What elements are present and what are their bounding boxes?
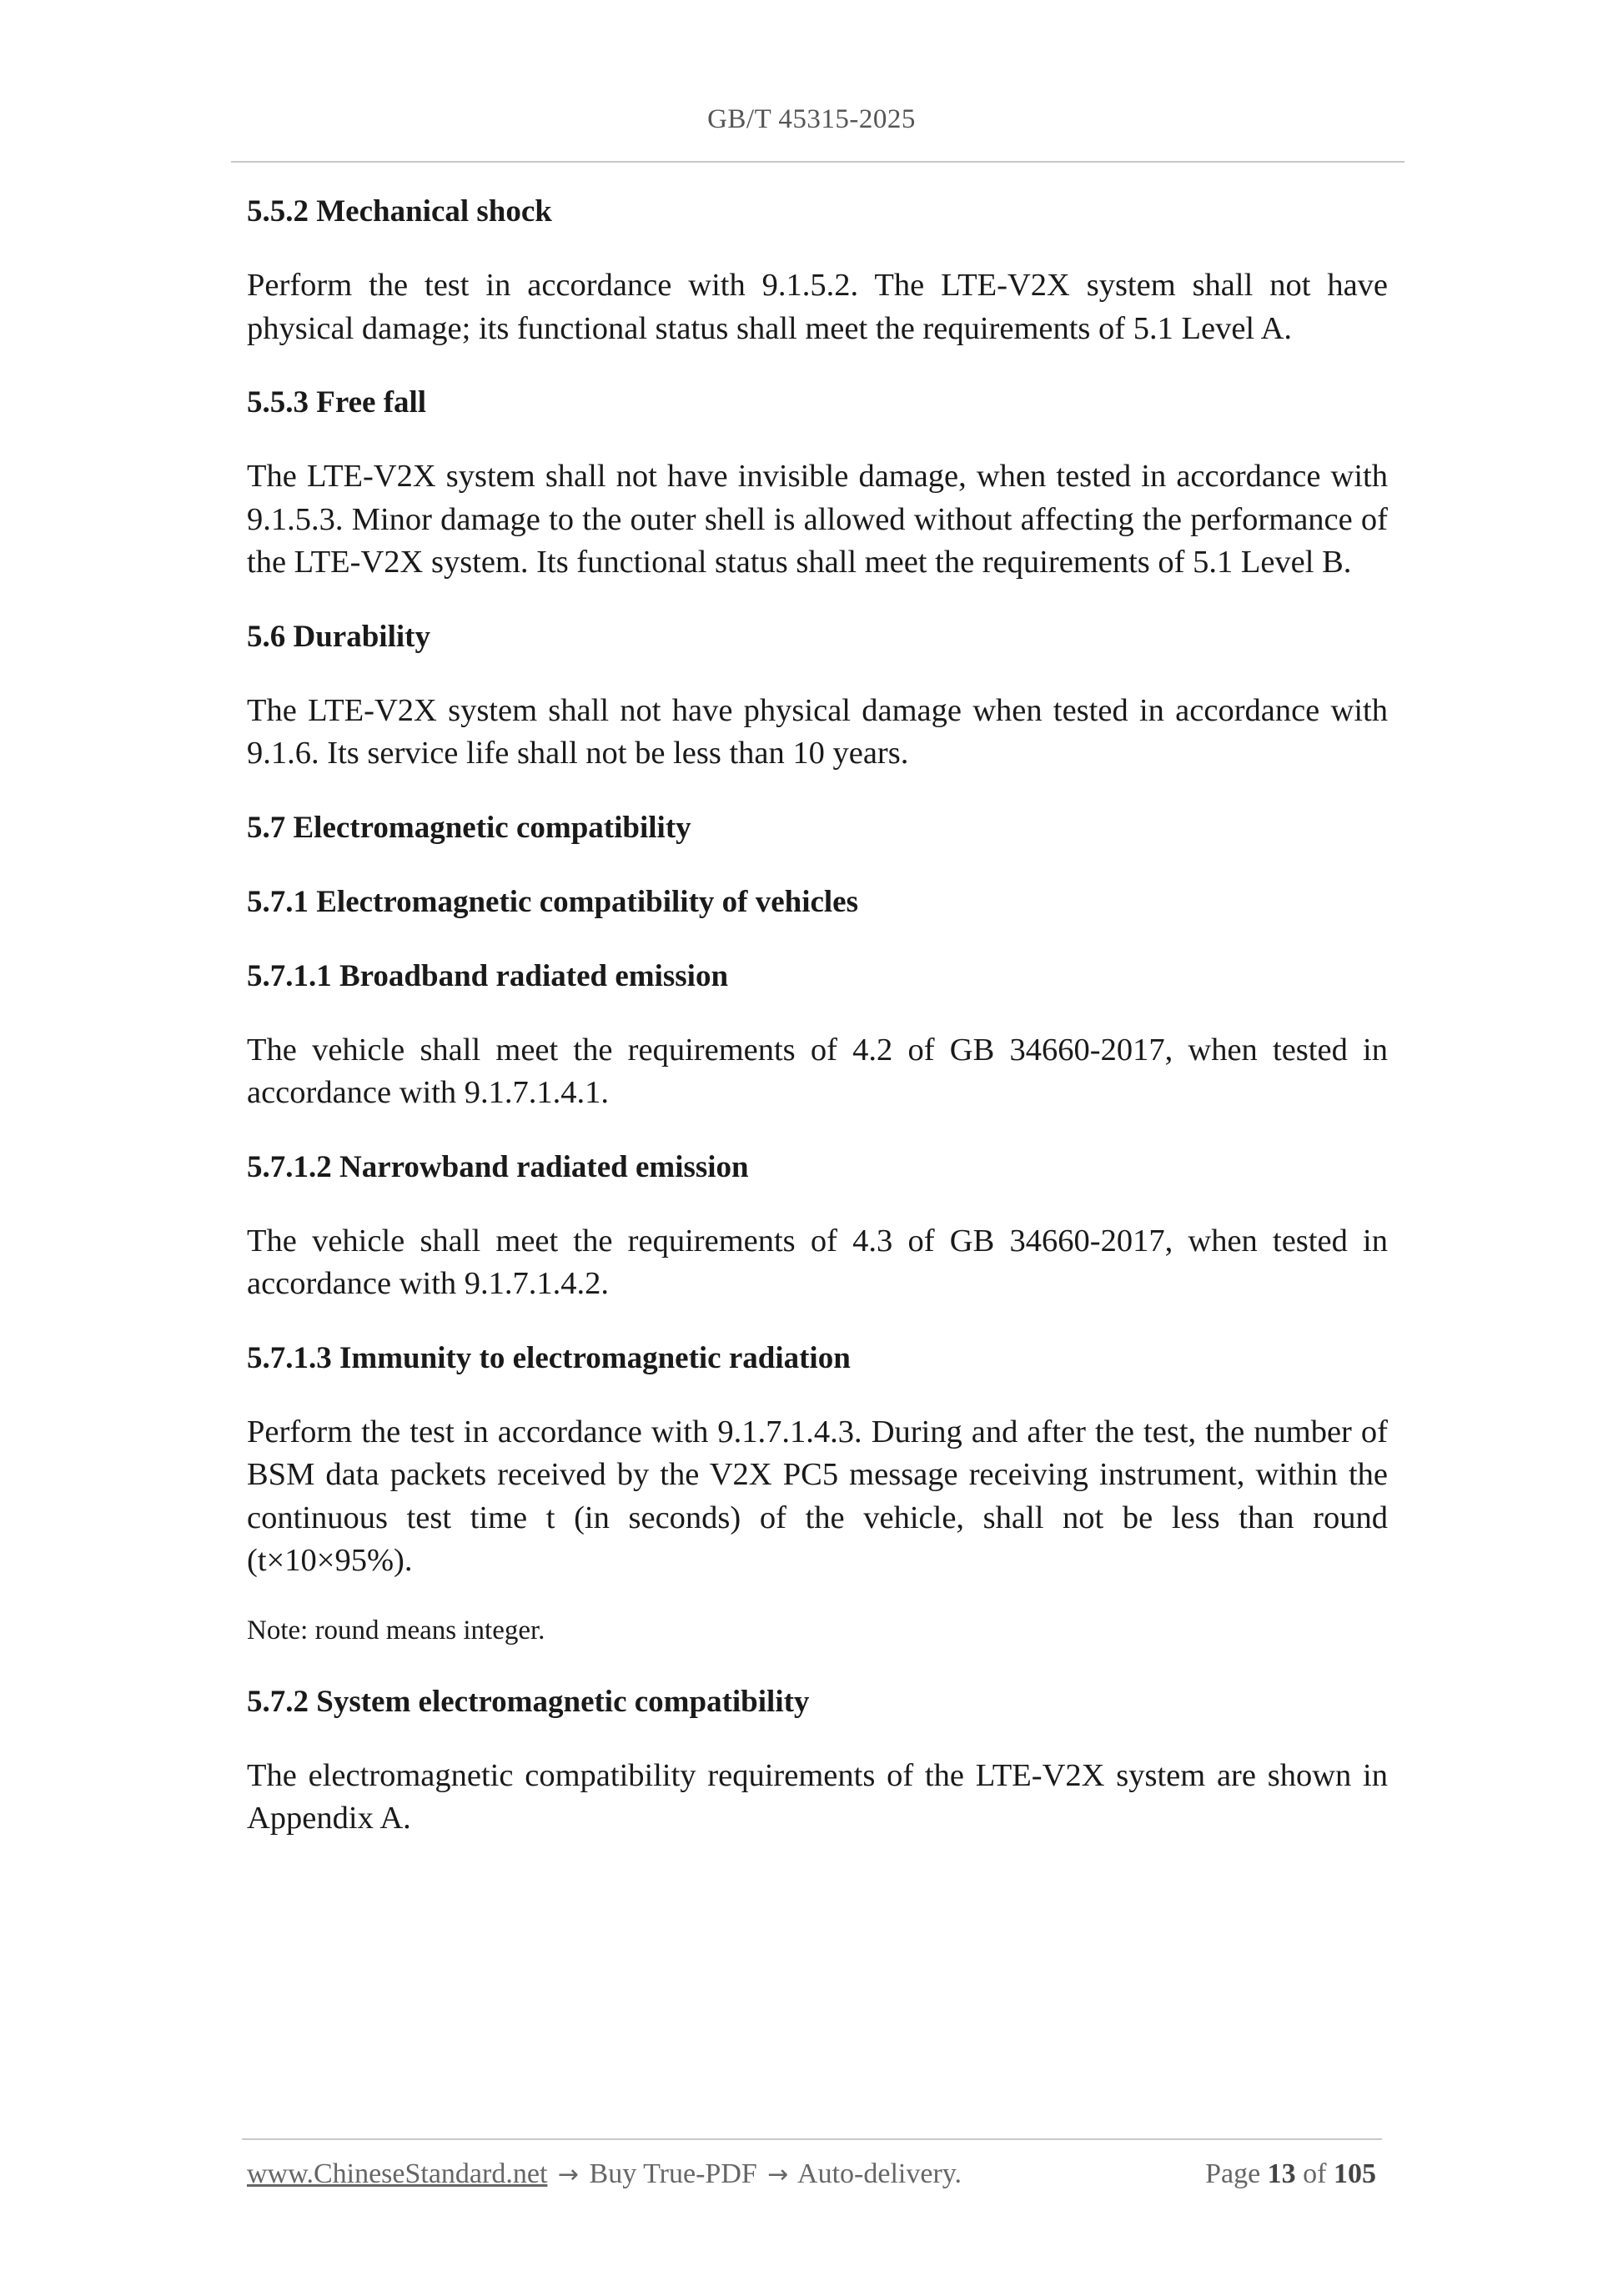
section-heading: 5.5.3 Free fall <box>247 385 427 420</box>
section-heading: 5.7.2 System electromagnetic compatibility <box>247 1684 810 1719</box>
section-heading: 5.7 Electromagnetic compatibility <box>247 810 691 845</box>
section-paragraph: The electromagnetic compatibility requirements of the LTE-V2X system are shown in Appendix A. <box>247 1757 1388 1836</box>
arrow-right-icon: → <box>767 2160 789 2189</box>
page-label: Page <box>1205 2158 1261 2189</box>
page-number: 13 <box>1267 2158 1296 2189</box>
section-heading: 5.6 Durability <box>247 619 430 654</box>
section-heading: 5.7.1.3 Immunity to electromagnetic radiation <box>247 1340 851 1375</box>
section-heading: 5.7.1 Electromagnetic compatibility of vehicles <box>247 884 859 919</box>
delivery-text: Auto-delivery. <box>797 2158 962 2189</box>
of-label: of <box>1303 2158 1327 2189</box>
section-paragraph: The LTE-V2X system shall not have physical damage when tested in accordance with 9.1.6. Its service life shall not be less than 10 years. <box>247 692 1388 771</box>
website-link[interactable]: www.ChineseStandard.net <box>247 2158 548 2189</box>
section-heading: 5.7.1.1 Broadband radiated emission <box>247 958 729 993</box>
document-body <box>247 190 1388 1841</box>
footer-promo <box>247 2158 962 2190</box>
section-paragraph: The vehicle shall meet the requirements of 4.3 of GB 34660-2017, when tested in accordance with 9.1.7.1.4.2. <box>247 1223 1388 1301</box>
section-paragraph: The LTE-V2X system shall not have invisible damage, when tested in accordance with 9.1.5.3. Minor damage to the outer shell is allowed without affecting the performance of the LTE-V2X system. Its functional status shall meet the requirements of 5.1 Level B. <box>247 459 1388 580</box>
document-header: GB/T 45315-2025 <box>707 104 916 134</box>
section-heading: 5.5.2 Mechanical shock <box>247 194 552 229</box>
arrow-right-icon: → <box>557 2160 580 2189</box>
section-paragraph: Perform the test in accordance with 9.1.5.2. The LTE-V2X system shall not have physical damage; its functional status shall meet the requirements of 5.1 Level A. <box>247 268 1388 346</box>
page-indicator <box>1205 2158 1376 2190</box>
section-paragraph: The vehicle shall meet the requirements of 4.2 of GB 34660-2017, when tested in accordance with 9.1.7.1.4.1. <box>247 1032 1388 1110</box>
footer-divider <box>242 2138 1382 2140</box>
section-paragraph: Perform the test in accordance with 9.1.7.1.4.3. During and after the test, the number of BSM data packets received by the V2X PC5 message receiving instrument, within the continuous test time t (in seconds) of the vehicle, shall not be less than round (t×10×95%). <box>247 1414 1388 1578</box>
section-note: Note: round means integer. <box>247 1615 545 1645</box>
buy-pdf-text: Buy True-PDF <box>589 2158 757 2189</box>
header-divider <box>231 161 1404 163</box>
section-heading: 5.7.1.2 Narrowband radiated emission <box>247 1149 749 1184</box>
total-pages: 105 <box>1334 2158 1376 2189</box>
